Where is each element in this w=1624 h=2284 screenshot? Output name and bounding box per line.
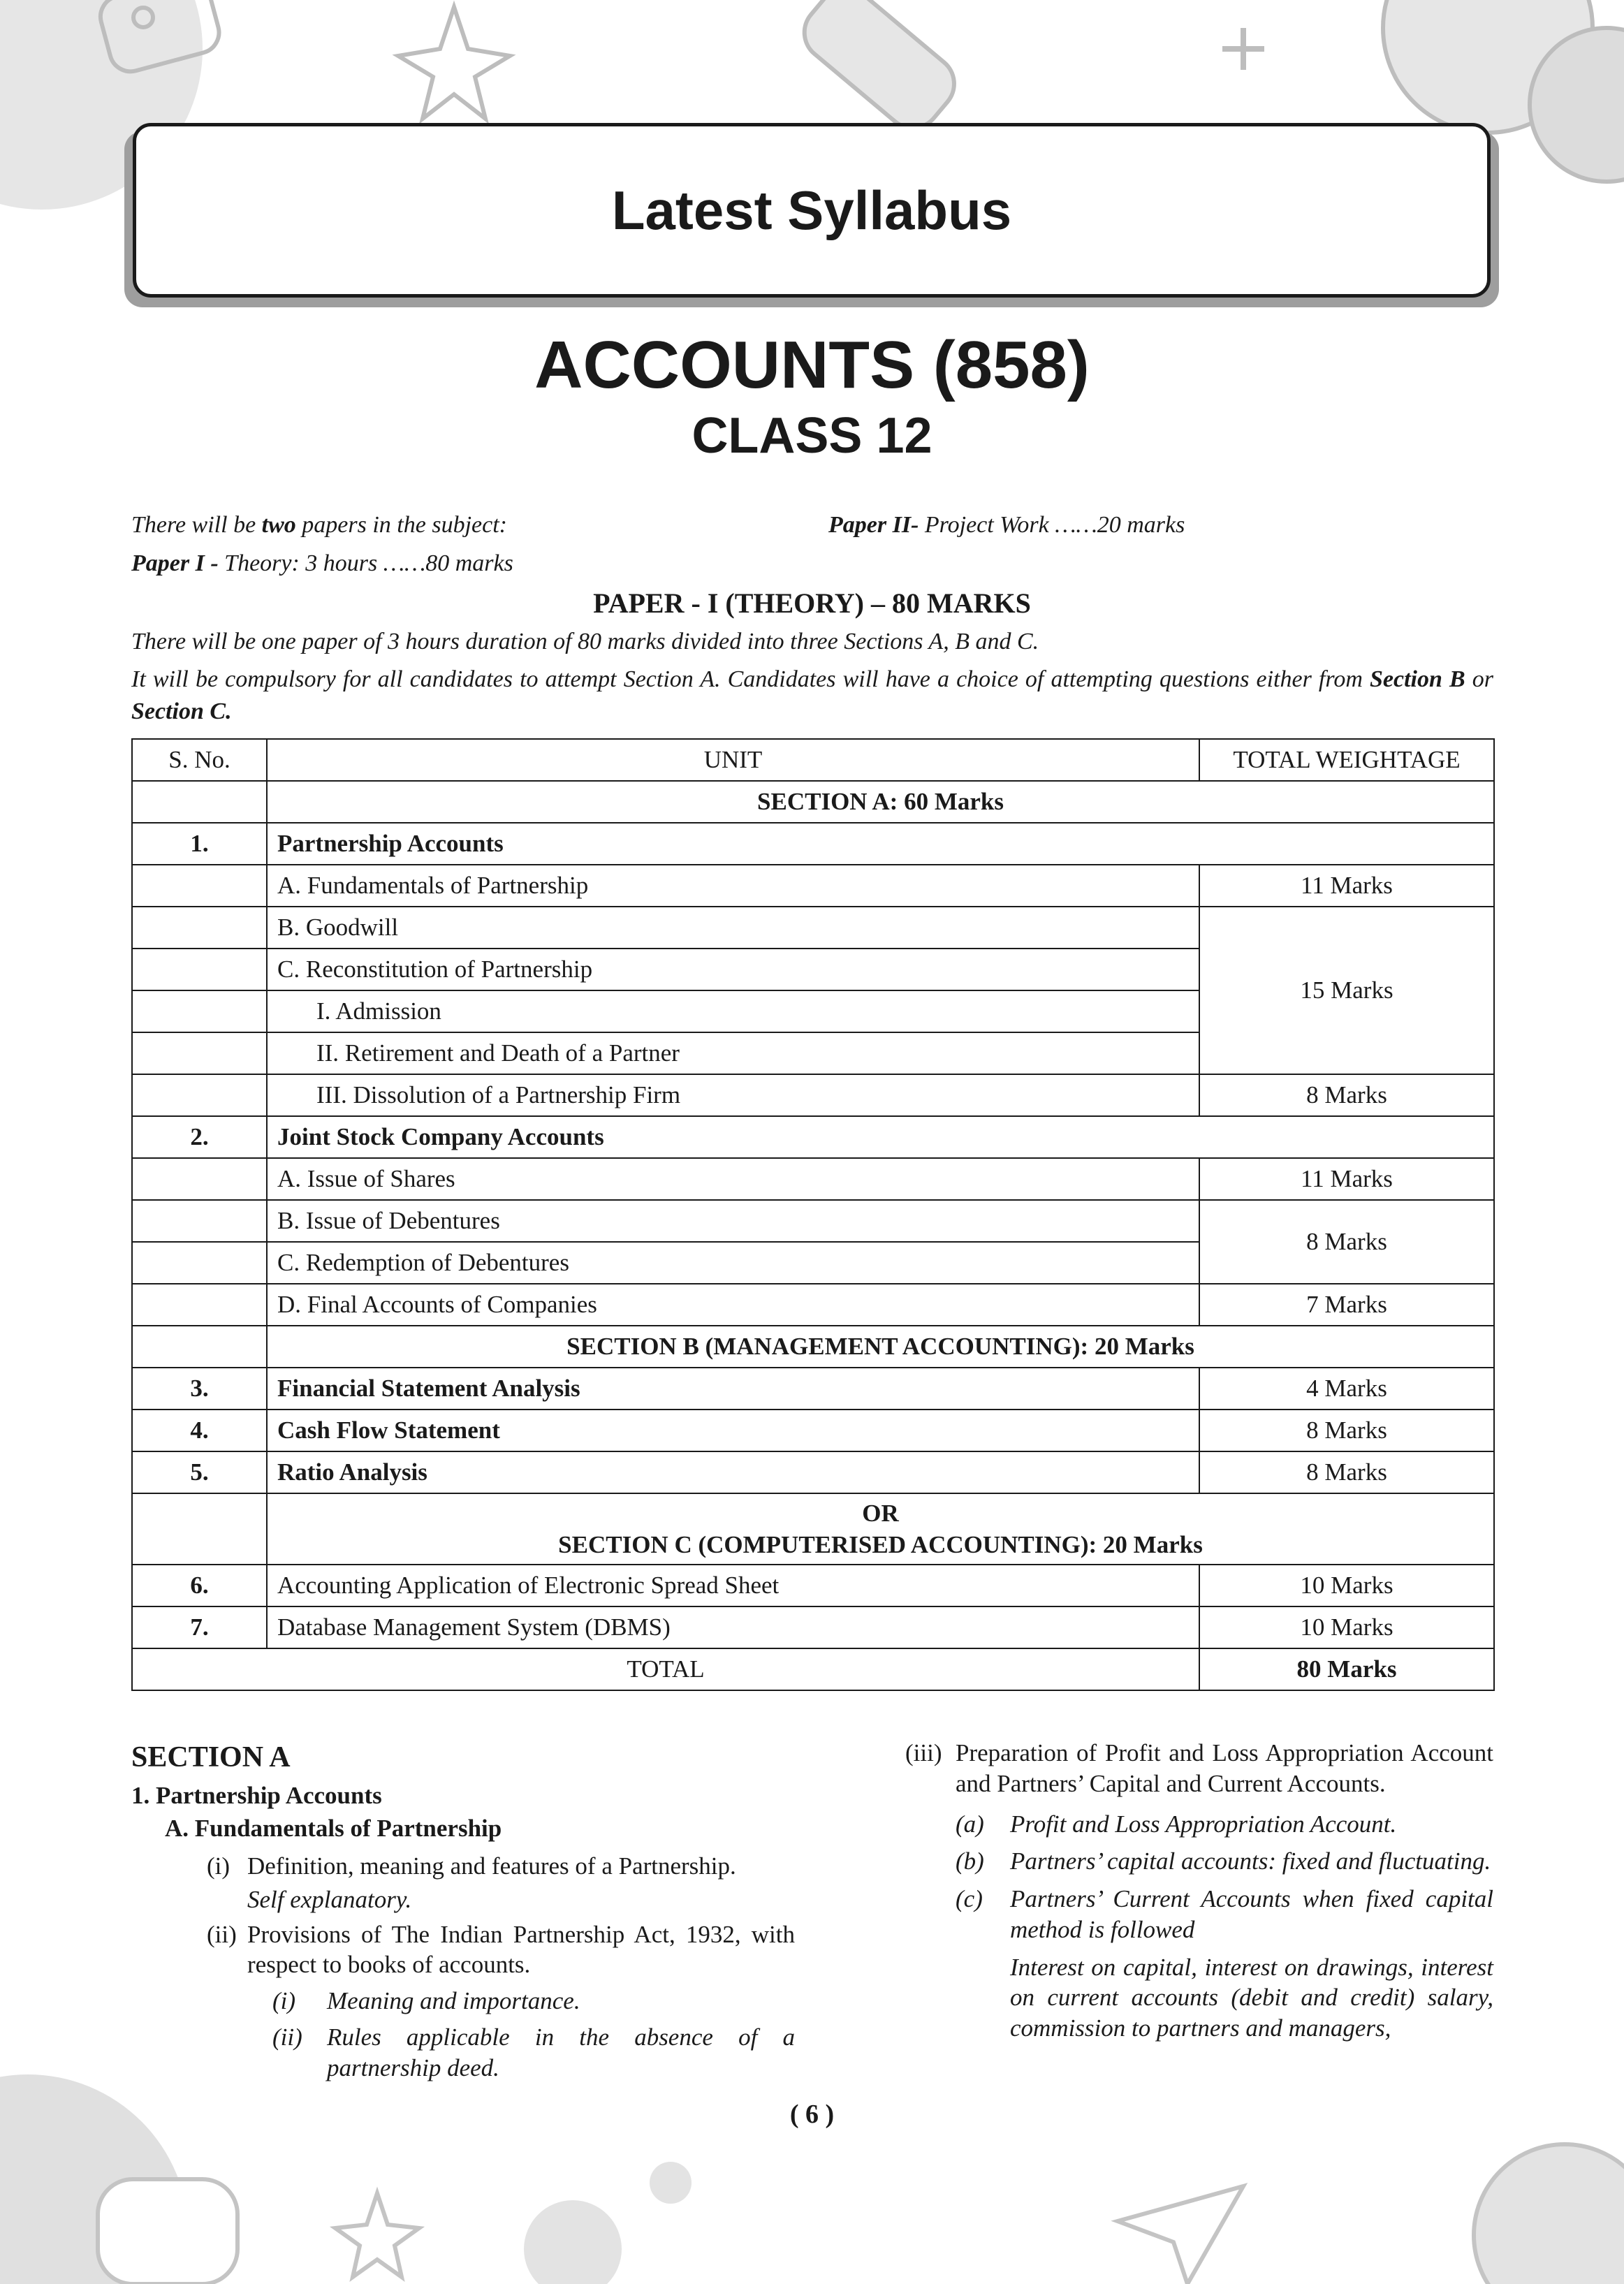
row-unit: Joint Stock Company Accounts	[267, 1116, 1494, 1158]
row-weightage: 8 Marks	[1199, 1200, 1494, 1284]
intro-pre: There will be	[131, 512, 262, 538]
row-unit: Accounting Application of Electronic Spread Sheet	[267, 1565, 1199, 1606]
table-row	[132, 781, 1494, 823]
table-row	[132, 1368, 1494, 1410]
section-a-heading: SECTION A: 60 Marks	[267, 781, 1494, 823]
row-sno: 4.	[132, 1410, 267, 1451]
item-text: Rules applicable in the absence of a partnership deed.	[327, 2023, 795, 2081]
section-a-title: SECTION A	[131, 1741, 291, 1773]
note-section-c: Section C.	[131, 698, 232, 724]
item-text: Provisions of The Indian Partnership Act, 1932, with respect to books of accounts.	[247, 1920, 795, 1979]
row-sno: 7.	[132, 1606, 267, 1648]
list-item	[905, 1738, 1493, 1799]
intro-post: papers in the subject:	[295, 512, 507, 538]
row-unit: B. Goodwill	[267, 907, 1199, 949]
item-note: Self explanatory.	[247, 1885, 412, 1913]
paper-heading: PAPER - I (THEORY) – 80 MARKS	[593, 587, 1031, 619]
list-item	[272, 1986, 795, 2016]
list-item	[207, 1851, 795, 1882]
item-text: Preparation of Profit and Loss Appropriation Account and Partners’ Capital and Current Accounts.	[956, 1739, 1493, 1797]
page-number: ( 6 )	[789, 2100, 835, 2129]
row-weightage: 8 Marks	[1199, 1451, 1494, 1493]
row-unit: A. Fundamentals of Partnership	[267, 865, 1199, 907]
item-text: Partners’ capital accounts: fixed and fluctuating.	[1010, 1847, 1491, 1875]
row-sno: 5.	[132, 1451, 267, 1493]
syllabus-banner	[133, 123, 1491, 298]
paper2-line	[828, 510, 1185, 541]
row-unit: III. Dissolution of a Partnership Firm	[267, 1074, 1199, 1116]
item-text: Partners’ Current Accounts when fixed capital method is followed	[1010, 1885, 1493, 1943]
row-weightage: 10 Marks	[1199, 1606, 1494, 1648]
row-sno: 2.	[132, 1116, 267, 1158]
syllabus-table	[131, 738, 1495, 1691]
total-row	[132, 1648, 1494, 1690]
row-unit: II. Retirement and Death of a Partner	[267, 1032, 1199, 1074]
note-mid: or	[1465, 666, 1493, 692]
item-label: (ii)	[207, 1920, 237, 1948]
row-unit: Database Management System (DBMS)	[267, 1606, 1199, 1648]
intro-line	[131, 510, 507, 541]
row-weightage: 8 Marks	[1199, 1410, 1494, 1451]
right-column	[905, 1738, 1493, 2044]
table-row	[132, 1116, 1494, 1158]
list-item	[207, 1919, 795, 1981]
row-weightage: 4 Marks	[1199, 1368, 1494, 1410]
paper-description: There will be one paper of 3 hours duration of 80 marks divided into three Sections A, B and C.	[131, 629, 1039, 654]
paper1-text: Theory: 3 hours ……80 marks	[218, 550, 513, 576]
table-row	[132, 823, 1494, 865]
section-choice-note	[131, 664, 1493, 728]
row-unit: D. Final Accounts of Companies	[267, 1284, 1199, 1326]
list-item	[956, 1846, 1493, 1877]
row-sno: 1.	[132, 823, 267, 865]
item-text: Profit and Loss Appropriation Account.	[1010, 1810, 1397, 1838]
item-label: (b)	[956, 1847, 984, 1875]
row-weightage: 7 Marks	[1199, 1284, 1494, 1326]
row-unit: A. Issue of Shares	[267, 1158, 1199, 1200]
table-row	[132, 1410, 1494, 1451]
list-item	[956, 1809, 1493, 1840]
or-label: OR	[862, 1499, 899, 1527]
row-unit: C. Reconstitution of Partnership	[267, 949, 1199, 990]
row-unit: I. Admission	[267, 990, 1199, 1032]
total-weightage: 80 Marks	[1199, 1648, 1494, 1690]
item-text: Meaning and importance.	[327, 1987, 580, 2014]
section-b-heading: SECTION B (MANAGEMENT ACCOUNTING): 20 Marks	[267, 1326, 1494, 1368]
banner-title: Latest Syllabus	[611, 179, 1012, 241]
row-unit: Ratio Analysis	[267, 1451, 1199, 1493]
section-c-heading	[267, 1493, 1494, 1565]
row-sno: 6.	[132, 1565, 267, 1606]
row-unit: B. Issue of Debentures	[267, 1200, 1199, 1242]
left-column	[131, 1739, 795, 2083]
table-row	[132, 1200, 1494, 1242]
partnership-heading: 1. Partnership Accounts	[131, 1781, 382, 1809]
note-pre: It will be compulsory for all candidates to attempt Section A. Candidates will have a choice of attempting questions either from	[131, 666, 1370, 692]
class-title: CLASS 12	[692, 408, 932, 464]
table-row	[132, 907, 1494, 949]
item-label: (iii)	[905, 1739, 942, 1766]
note-section-b: Section B	[1370, 666, 1465, 692]
row-unit: Cash Flow Statement	[267, 1410, 1199, 1451]
paper1-label: Paper I -	[131, 550, 219, 576]
row-weightage: 8 Marks	[1199, 1074, 1494, 1116]
row-sno: 3.	[132, 1368, 267, 1410]
table-row	[132, 1326, 1494, 1368]
paper2-label: Paper II-	[828, 512, 919, 538]
header-sno: S. No.	[132, 739, 267, 781]
row-weightage: 10 Marks	[1199, 1565, 1494, 1606]
row-weightage: 11 Marks	[1199, 865, 1494, 907]
total-label: TOTAL	[132, 1648, 1199, 1690]
table-row	[132, 865, 1494, 907]
header-unit: UNIT	[267, 739, 1199, 781]
item-label: (i)	[272, 1987, 296, 2014]
row-unit: Financial Statement Analysis	[267, 1368, 1199, 1410]
row-weightage: 15 Marks	[1199, 907, 1494, 1074]
paper1-line	[131, 548, 513, 579]
list-item	[956, 1884, 1493, 1945]
table-row	[132, 1158, 1494, 1200]
table-row	[132, 1493, 1494, 1565]
item-label: (ii)	[272, 2023, 302, 2051]
table-header-row	[132, 739, 1494, 781]
row-unit: Partnership Accounts	[267, 823, 1494, 865]
item-label: (i)	[207, 1852, 231, 1880]
table-row	[132, 1565, 1494, 1606]
item-note: Interest on capital, interest on drawings, interest on current accounts (debit and credit) salary, commission to partners and managers,	[1010, 1953, 1493, 2042]
section-c-title: SECTION C (COMPUTERISED ACCOUNTING): 20 Marks	[558, 1531, 1203, 1558]
subject-title: ACCOUNTS (858)	[534, 328, 1090, 402]
item-text: Definition, meaning and features of a Partnership.	[247, 1852, 736, 1880]
row-unit: C. Redemption of Debentures	[267, 1242, 1199, 1284]
table-row	[132, 1451, 1494, 1493]
item-label: (a)	[956, 1810, 984, 1838]
header-weightage: TOTAL WEIGHTAGE	[1199, 739, 1494, 781]
table-row	[132, 1606, 1494, 1648]
intro-bold: two	[261, 512, 296, 538]
paper2-text: Project Work ……20 marks	[919, 512, 1185, 538]
item-label: (c)	[956, 1885, 983, 1912]
list-item	[272, 2022, 795, 2084]
table-row	[132, 1284, 1494, 1326]
row-weightage: 11 Marks	[1199, 1158, 1494, 1200]
fundamentals-heading: A. Fundamentals of Partnership	[165, 1815, 502, 1843]
table-row	[132, 1074, 1494, 1116]
